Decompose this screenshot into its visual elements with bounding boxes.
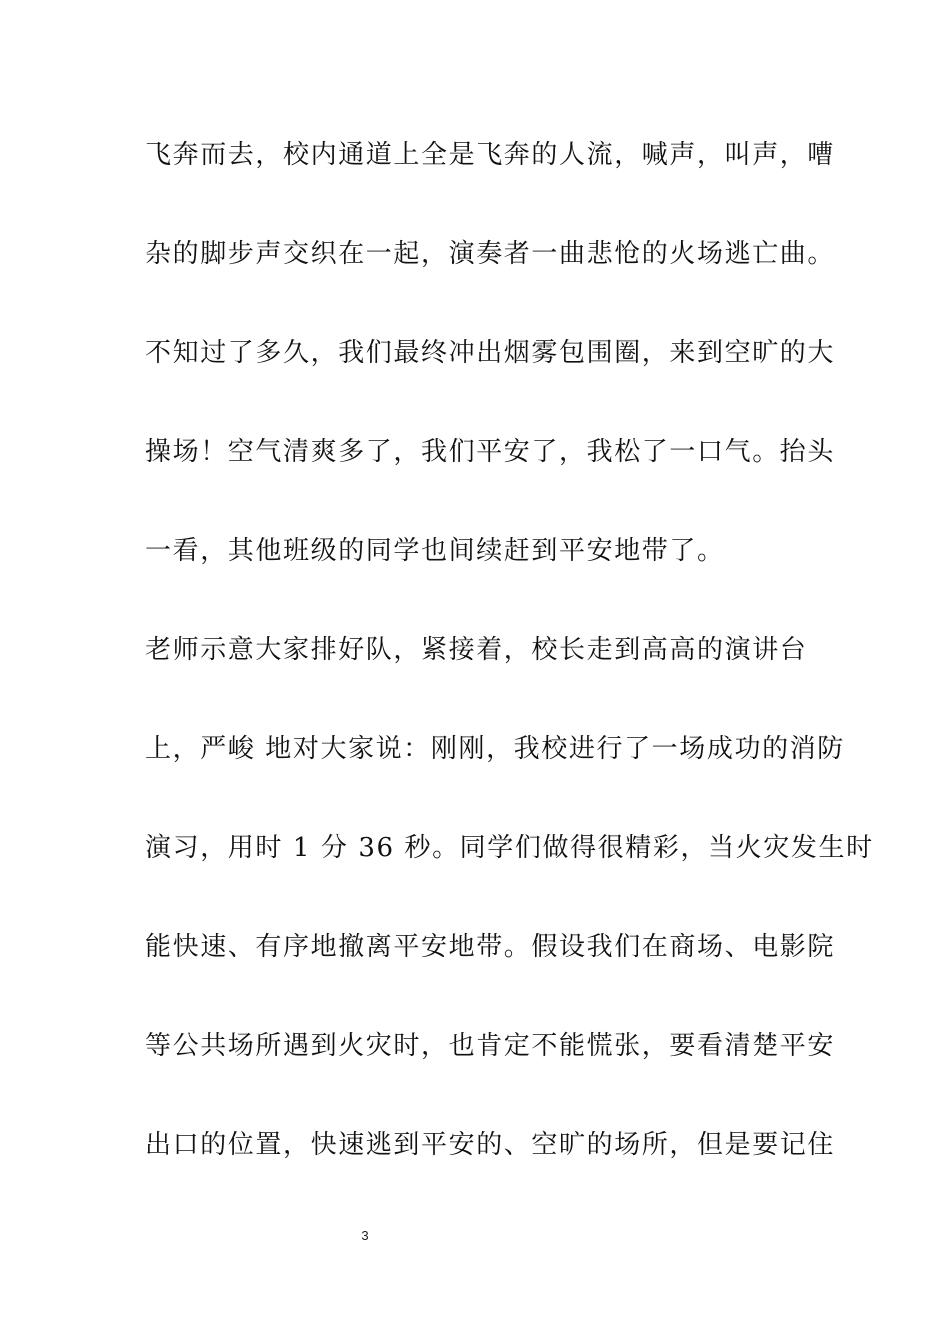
text-line: 一看，其他班级的同学也间续赶到平安地带了。 xyxy=(145,536,725,566)
text-line: 操场！空气清爽多了，我们平安了，我松了一口气。抬头 xyxy=(145,437,836,467)
text-line: 不知过了多久，我们最终冲出烟雾包围圈，来到空旷的大 xyxy=(145,338,836,368)
text-line: 等公共场所遇到火灾时，也肯定不能慌张，要看清楚平安 xyxy=(145,1031,836,1061)
page-number: 3 xyxy=(361,1228,369,1243)
text-line: 老师示意大家排好队，紧接着，校长走到高高的演讲台 xyxy=(145,635,808,665)
text-line: 飞奔而去，校内通道上全是飞奔的人流，喊声，叫声，嘈 xyxy=(145,140,836,170)
text-line: 演习，用时 1 分 36 秒。同学们做得很精彩，当火灾发生时 xyxy=(145,833,874,863)
text-line: 上，严峻 地对大家说：刚刚，我校进行了一场成功的消防 xyxy=(145,734,845,764)
text-line: 出口的位置，快速逃到平安的、空旷的场所，但是要记住 xyxy=(145,1130,836,1160)
text-line: 能快速、有序地撤离平安地带。假设我们在商场、电影院 xyxy=(145,932,836,962)
text-line: 杂的脚步声交织在一起，演奏者一曲悲怆的火场逃亡曲。 xyxy=(145,239,836,269)
